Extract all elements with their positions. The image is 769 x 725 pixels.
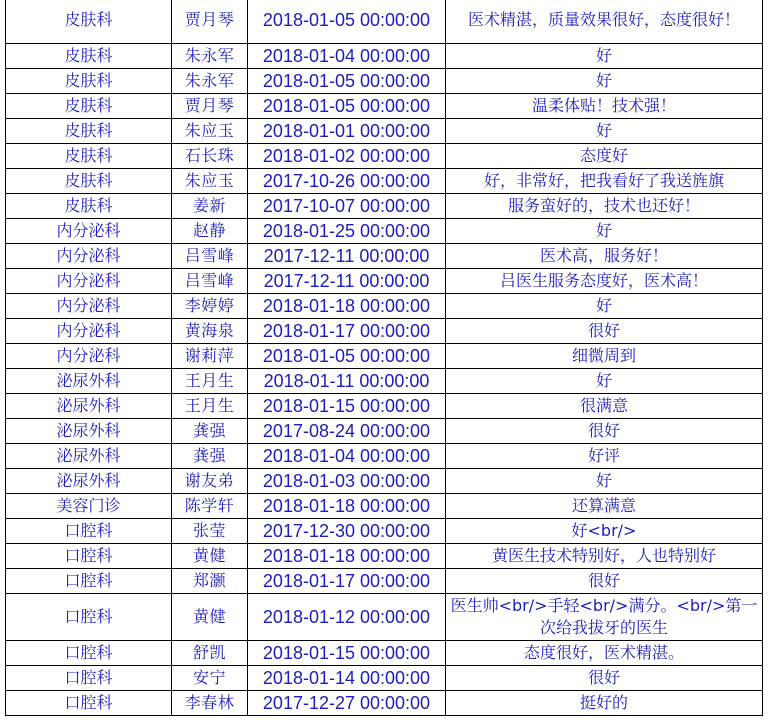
table-row [6,94,763,119]
dept-cell: 内分泌科 [6,344,172,369]
doctor-cell: 陈学轩 [172,494,248,519]
doctor-cell: 黄健 [172,594,248,641]
dept-cell: 美容门诊 [6,494,172,519]
dept-cell: 口腔科 [6,666,172,691]
table-row [6,244,763,269]
reviews-table-body [6,0,763,716]
date-cell: 2018-01-11 00:00:00 [248,369,446,394]
date-cell: 2018-01-02 00:00:00 [248,144,446,169]
date-cell: 2018-01-18 00:00:00 [248,294,446,319]
comment-cell: 好 [446,44,763,69]
dept-cell: 口腔科 [6,519,172,544]
date-cell: 2018-01-25 00:00:00 [248,219,446,244]
table-row [6,594,763,641]
doctor-cell: 贾月琴 [172,0,248,44]
date-cell: 2017-08-24 00:00:00 [248,419,446,444]
comment-cell: 态度好 [446,144,763,169]
table-row [6,394,763,419]
dept-cell: 皮肤科 [6,119,172,144]
comment-cell: 很好 [446,319,763,344]
dept-cell: 皮肤科 [6,0,172,44]
comment-cell: 好<br/> [446,519,763,544]
comment-cell: 好 [446,119,763,144]
doctor-cell: 赵静 [172,219,248,244]
dept-cell: 皮肤科 [6,194,172,219]
table-row [6,319,763,344]
date-cell: 2017-12-11 00:00:00 [248,244,446,269]
comment-cell: 医术精湛，质量效果很好，态度很好！ [446,0,763,44]
doctor-cell: 王月生 [172,369,248,394]
dept-cell: 内分泌科 [6,244,172,269]
doctor-cell: 朱永军 [172,44,248,69]
table-row [6,544,763,569]
comment-cell: 好 [446,294,763,319]
dept-cell: 口腔科 [6,569,172,594]
dept-cell: 口腔科 [6,544,172,569]
doctor-cell: 李婷婷 [172,294,248,319]
table-row [6,519,763,544]
dept-cell: 泌尿外科 [6,419,172,444]
date-cell: 2018-01-01 00:00:00 [248,119,446,144]
doctor-cell: 黄海泉 [172,319,248,344]
comment-cell: 温柔体贴！技术强！ [446,94,763,119]
table-row [6,194,763,219]
table-row [6,469,763,494]
comment-cell: 细微周到 [446,344,763,369]
doctor-cell: 谢莉萍 [172,344,248,369]
doctor-cell: 石长珠 [172,144,248,169]
doctor-cell: 黄健 [172,544,248,569]
doctor-cell: 吕雪峰 [172,244,248,269]
comment-cell: 很好 [446,569,763,594]
table-row [6,119,763,144]
date-cell: 2018-01-05 00:00:00 [248,94,446,119]
doctor-cell: 王月生 [172,394,248,419]
date-cell: 2018-01-03 00:00:00 [248,469,446,494]
dept-cell: 泌尿外科 [6,444,172,469]
doctor-cell: 朱应玉 [172,169,248,194]
doctor-cell: 舒凯 [172,641,248,666]
table-row [6,419,763,444]
dept-cell: 皮肤科 [6,144,172,169]
date-cell: 2018-01-15 00:00:00 [248,394,446,419]
comment-cell: 黄医生技术特别好，人也特别好 [446,544,763,569]
table-row [6,494,763,519]
comment-cell: 好 [446,219,763,244]
date-cell: 2018-01-05 00:00:00 [248,344,446,369]
table-row [6,144,763,169]
doctor-cell: 谢友弟 [172,469,248,494]
table-row [6,294,763,319]
table-row [6,69,763,94]
doctor-cell: 安宁 [172,666,248,691]
date-cell: 2018-01-17 00:00:00 [248,319,446,344]
dept-cell: 口腔科 [6,594,172,641]
table-row [6,691,763,716]
comment-cell: 态度很好，医术精湛。 [446,641,763,666]
table-row [6,369,763,394]
comment-cell: 还算满意 [446,494,763,519]
dept-cell: 皮肤科 [6,69,172,94]
table-row [6,269,763,294]
dept-cell: 泌尿外科 [6,394,172,419]
comment-cell: 很好 [446,419,763,444]
comment-cell: 挺好的 [446,691,763,716]
comment-cell: 好 [446,69,763,94]
comment-cell: 很好 [446,666,763,691]
comment-cell: 好评 [446,444,763,469]
dept-cell: 口腔科 [6,641,172,666]
date-cell: 2017-10-26 00:00:00 [248,169,446,194]
date-cell: 2018-01-14 00:00:00 [248,666,446,691]
comment-cell: 吕医生服务态度好，医术高！ [446,269,763,294]
doctor-cell: 朱应玉 [172,119,248,144]
dept-cell: 内分泌科 [6,319,172,344]
date-cell: 2018-01-05 00:00:00 [248,69,446,94]
dept-cell: 皮肤科 [6,44,172,69]
date-cell: 2017-12-27 00:00:00 [248,691,446,716]
dept-cell: 内分泌科 [6,294,172,319]
dept-cell: 内分泌科 [6,269,172,294]
doctor-cell: 郑灏 [172,569,248,594]
doctor-cell: 贾月琴 [172,94,248,119]
comment-cell: 医术高，服务好！ [446,244,763,269]
comment-cell: 好 [446,469,763,494]
date-cell: 2018-01-04 00:00:00 [248,44,446,69]
date-cell: 2017-10-07 00:00:00 [248,194,446,219]
comment-cell: 很满意 [446,394,763,419]
doctor-cell: 姜新 [172,194,248,219]
comment-cell: 医生帅<br/>手轻<br/>满分。<br/>第一次给我拔牙的医生 [446,594,763,641]
doctor-cell: 朱永军 [172,69,248,94]
comment-cell: 服务蛮好的，技术也还好！ [446,194,763,219]
table-row [6,219,763,244]
dept-cell: 内分泌科 [6,219,172,244]
doctor-cell: 吕雪峰 [172,269,248,294]
table-row [6,641,763,666]
dept-cell: 皮肤科 [6,94,172,119]
dept-cell: 皮肤科 [6,169,172,194]
doctor-cell: 张莹 [172,519,248,544]
table-row [6,569,763,594]
date-cell: 2017-12-30 00:00:00 [248,519,446,544]
date-cell: 2018-01-04 00:00:00 [248,444,446,469]
dept-cell: 泌尿外科 [6,469,172,494]
doctor-cell: 李春林 [172,691,248,716]
date-cell: 2018-01-18 00:00:00 [248,494,446,519]
table-row [6,666,763,691]
doctor-cell: 龚强 [172,419,248,444]
dept-cell: 泌尿外科 [6,369,172,394]
doctor-cell: 龚强 [172,444,248,469]
table-row [6,444,763,469]
date-cell: 2018-01-15 00:00:00 [248,641,446,666]
dept-cell: 口腔科 [6,691,172,716]
reviews-table [5,0,763,716]
comment-cell: 好，非常好，把我看好了我送旌旗 [446,169,763,194]
date-cell: 2018-01-05 00:00:00 [248,0,446,44]
table-row [6,0,763,44]
table-row [6,344,763,369]
comment-cell: 好 [446,369,763,394]
table-row [6,44,763,69]
date-cell: 2018-01-12 00:00:00 [248,594,446,641]
date-cell: 2018-01-17 00:00:00 [248,569,446,594]
date-cell: 2017-12-11 00:00:00 [248,269,446,294]
table-row [6,169,763,194]
date-cell: 2018-01-18 00:00:00 [248,544,446,569]
